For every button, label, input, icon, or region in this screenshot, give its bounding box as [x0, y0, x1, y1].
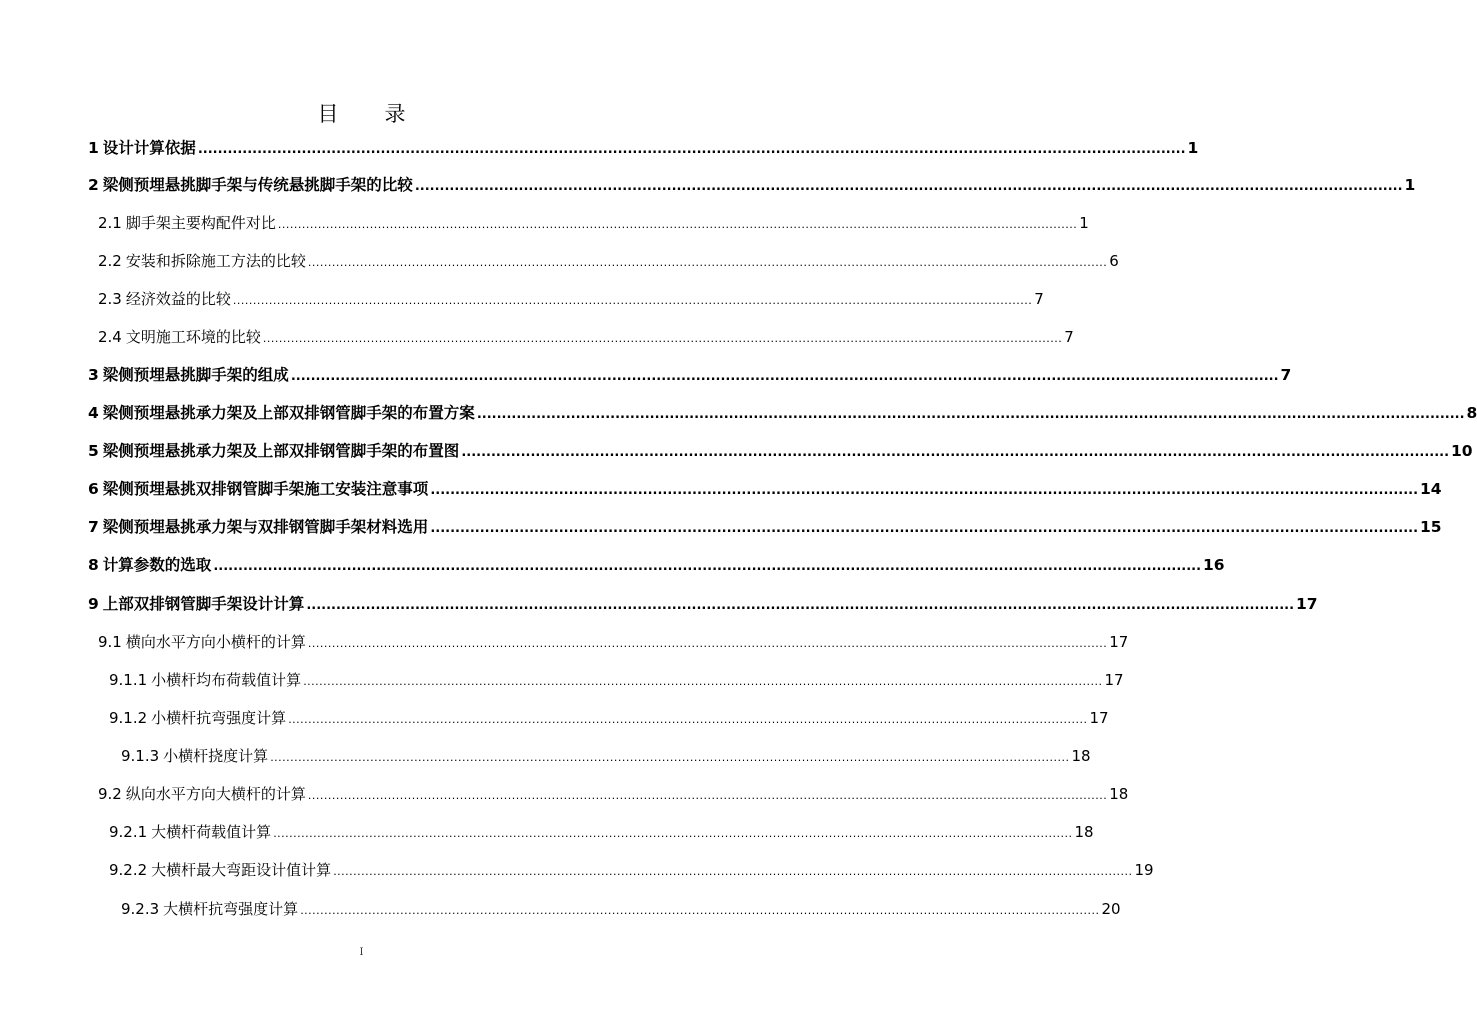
- toc-entry-page: 18: [1109, 785, 1129, 803]
- toc-entry-number: 7: [88, 518, 99, 536]
- toc-entry[interactable]: [98, 780, 1129, 804]
- toc-entry-page: 19: [1134, 861, 1154, 879]
- toc-title-right: 录: [384, 102, 406, 126]
- toc-dot-leader: ........................................................................................................................................................................................................: [303, 675, 1103, 688]
- toc-entry-page: 18: [1074, 823, 1094, 841]
- toc-dot-leader: ........................................................................................................................................................................................................: [270, 751, 1070, 764]
- toc-entry[interactable]: [98, 628, 1129, 652]
- toc-entry-title: 大横杆荷载值计算: [151, 823, 272, 841]
- toc-dot-leader: ........................................................................................................................................................................................................: [213, 559, 1202, 574]
- toc-dot-leader: ........................................................................................................................................................................................................: [306, 598, 1295, 613]
- toc-entry-number: 4: [88, 404, 99, 422]
- toc-entry-page: 15: [1420, 518, 1442, 536]
- toc-entry-page: 6: [1109, 252, 1119, 270]
- toc-entry-page: 7: [1034, 290, 1044, 308]
- toc-entry-title: 文明施工环境的比较: [125, 328, 261, 346]
- toc-entry-number: 6: [88, 480, 99, 498]
- toc-entry-title: 梁侧预埋悬挑承力架与双排钢管脚手架材料选用: [102, 518, 429, 536]
- toc-dot-leader: ........................................................................................................................................................................................................: [307, 637, 1108, 650]
- toc-entry-title: 经济效益的比较: [125, 290, 231, 308]
- toc-dot-leader: ........................................................................................................................................................................................................: [273, 827, 1073, 840]
- toc-dot-leader: ........................................................................................................................................................................................................: [307, 256, 1108, 269]
- toc-dot-leader: ........................................................................................................................................................................................................: [333, 865, 1133, 878]
- toc-entry-page: 14: [1420, 480, 1442, 498]
- toc-entry[interactable]: [88, 551, 1225, 575]
- toc-entry[interactable]: [88, 134, 1199, 158]
- toc-entry[interactable]: [109, 704, 1109, 728]
- toc-title: [0, 98, 723, 128]
- toc-entry-title: 设计计算依据: [102, 139, 196, 157]
- toc-entry[interactable]: [98, 209, 1089, 233]
- toc-entry[interactable]: [109, 856, 1154, 880]
- toc-entry-page: 17: [1089, 709, 1109, 727]
- toc-dot-leader: ........................................................................................................................................................................................................: [290, 369, 1279, 384]
- toc-entry-page: 1: [1187, 139, 1199, 157]
- toc-entry-title: 计算参数的选取: [102, 556, 212, 574]
- page-number: I: [359, 947, 364, 958]
- toc-entry[interactable]: [109, 666, 1124, 690]
- toc-entry[interactable]: [121, 895, 1121, 919]
- toc-dot-leader: ........................................................................................................................................................................................................: [277, 218, 1078, 231]
- toc-entry-number: 1: [88, 139, 99, 157]
- toc-dot-leader: ........................................................................................................................................................................................................: [476, 407, 1465, 422]
- toc-entry-page: 20: [1101, 900, 1121, 918]
- toc-entry-title: 上部双排钢管脚手架设计计算: [102, 595, 305, 613]
- toc-entry-number: 3: [88, 366, 99, 384]
- toc-entry-page: 17: [1296, 595, 1318, 613]
- toc-entry-title: 小横杆均布荷载值计算: [151, 671, 302, 689]
- toc-entry-number: 2.1: [98, 214, 122, 232]
- toc-dot-leader: ........................................................................................................................................................................................................: [300, 904, 1100, 917]
- toc-dot-leader: ........................................................................................................................................................................................................: [288, 713, 1088, 726]
- toc-entry-page: 7: [1064, 328, 1074, 346]
- toc-entry-title: 大横杆最大弯距设计值计算: [151, 861, 332, 879]
- toc-entry-page: 1: [1079, 214, 1089, 232]
- toc-entry[interactable]: [88, 171, 1416, 195]
- toc-entry-page: 10: [1451, 442, 1473, 460]
- toc-entry-page: 8: [1466, 404, 1477, 422]
- toc-entry[interactable]: [98, 323, 1074, 347]
- toc-dot-leader: ........................................................................................................................................................................................................: [262, 332, 1063, 345]
- toc-entry-title: 梁侧预埋悬挑承力架及上部双排钢管脚手架的布置方案: [102, 404, 475, 422]
- toc-title-left: 目: [317, 102, 339, 126]
- toc-dot-leader: ........................................................................................................................................................................................................: [414, 179, 1403, 194]
- toc-entry-title: 小横杆抗弯强度计算: [151, 709, 287, 727]
- toc-entry-number: 2.3: [98, 290, 122, 308]
- toc-entry-number: 9: [88, 595, 99, 613]
- toc-entry-title: 安装和拆除施工方法的比较: [125, 252, 306, 270]
- toc-entry-title: 梁侧预埋悬挑脚手架与传统悬挑脚手架的比较: [102, 176, 413, 194]
- toc-entry-number: 2.4: [98, 328, 122, 346]
- toc-entry-title: 梁侧预埋悬挑承力架及上部双排钢管脚手架的布置图: [102, 442, 460, 460]
- toc-entry-page: 17: [1104, 671, 1124, 689]
- toc-entry-number: 9.2.1: [109, 823, 148, 841]
- toc-entry-number: 5: [88, 442, 99, 460]
- toc-entry-title: 小横杆挠度计算: [163, 747, 269, 765]
- toc-dot-leader: ........................................................................................................................................................................................................: [461, 445, 1450, 460]
- toc-entry[interactable]: [88, 437, 1473, 461]
- toc-entry-number: 8: [88, 556, 99, 574]
- toc-entry[interactable]: [88, 399, 1477, 423]
- toc-entry-page: 7: [1280, 366, 1292, 384]
- toc-dot-leader: ........................................................................................................................................................................................................: [307, 789, 1108, 802]
- toc-dot-leader: ........................................................................................................................................................................................................: [197, 142, 1186, 157]
- toc-entry[interactable]: [98, 285, 1044, 309]
- toc-entry-number: 9.2.2: [109, 861, 148, 879]
- toc-entry-number: 2.2: [98, 252, 122, 270]
- toc-dot-leader: ........................................................................................................................................................................................................: [430, 521, 1419, 536]
- toc-entry-page: 16: [1203, 556, 1225, 574]
- toc-entry-number: 9.1.1: [109, 671, 148, 689]
- toc-entry[interactable]: [121, 742, 1091, 766]
- toc-entry[interactable]: [88, 475, 1442, 499]
- toc-entry[interactable]: [88, 513, 1442, 537]
- toc-entry[interactable]: [98, 247, 1119, 271]
- toc-dot-leader: ........................................................................................................................................................................................................: [232, 294, 1033, 307]
- toc-entry-number: 2: [88, 176, 99, 194]
- toc-entry[interactable]: [88, 590, 1318, 614]
- toc-entry-page: 17: [1109, 633, 1129, 651]
- toc-entry-number: 9.1.2: [109, 709, 148, 727]
- toc-entry-number: 9.2.3: [121, 900, 160, 918]
- toc-dot-leader: ........................................................................................................................................................................................................: [430, 483, 1419, 498]
- toc-entry-title: 梁侧预埋悬挑双排钢管脚手架施工安装注意事项: [102, 480, 429, 498]
- toc-entry-number: 9.1.3: [121, 747, 160, 765]
- toc-entry-title: 脚手架主要构配件对比: [125, 214, 276, 232]
- toc-entry-title: 梁侧预埋悬挑脚手架的组成: [102, 366, 289, 384]
- toc-entry-title: 横向水平方向小横杆的计算: [125, 633, 306, 651]
- toc-entry[interactable]: [88, 361, 1292, 385]
- toc-entry-title: 大横杆抗弯强度计算: [163, 900, 299, 918]
- toc-entry[interactable]: [109, 818, 1094, 842]
- toc-entry-number: 9.1: [98, 633, 122, 651]
- toc-entry-number: 9.2: [98, 785, 122, 803]
- toc-entry-title: 纵向水平方向大横杆的计算: [125, 785, 306, 803]
- toc-entry-page: 1: [1404, 176, 1416, 194]
- toc-entry-page: 18: [1071, 747, 1091, 765]
